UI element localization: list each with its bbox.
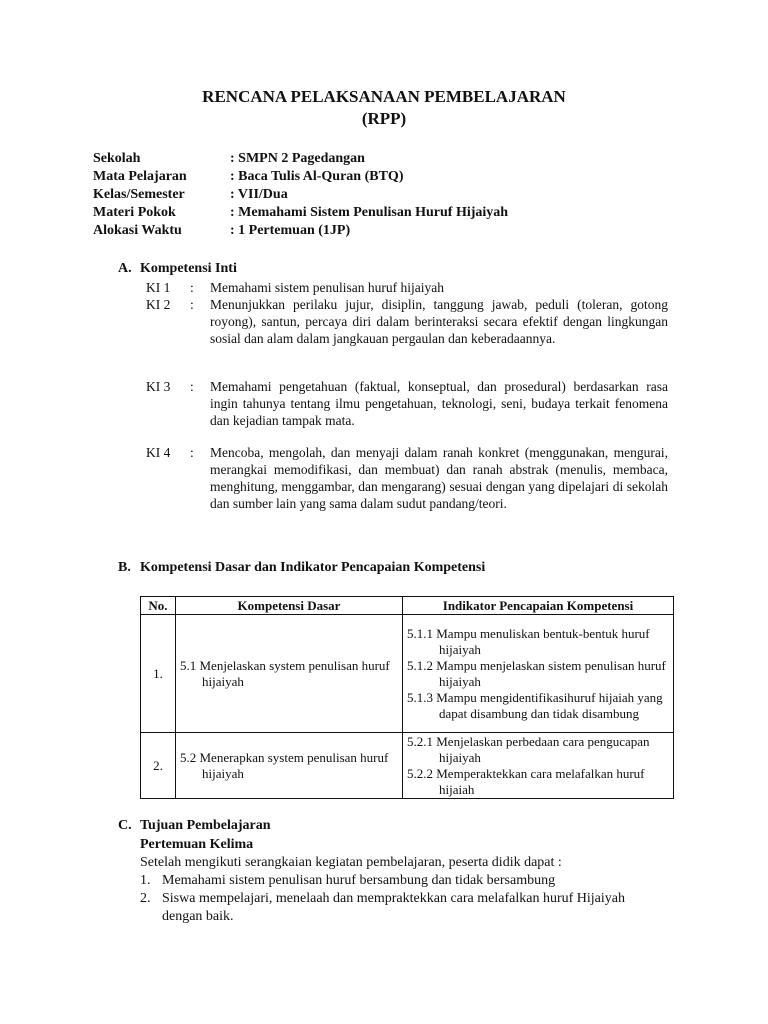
- row-number: 1.: [141, 615, 176, 733]
- ki-code: KI 2: [146, 297, 171, 312]
- info-label: Mata Pelajaran: [93, 169, 187, 184]
- info-value: : 1 Pertemuan (1JP): [230, 223, 351, 238]
- info-row-kelas-semester: [93, 186, 508, 204]
- info-value: : VII/Dua: [230, 187, 288, 202]
- competency-table: [140, 596, 674, 799]
- ki-colon: :: [190, 280, 194, 295]
- section-letter: B.: [118, 560, 131, 575]
- indikator-cell: [403, 733, 674, 799]
- kompetensi-dasar-cell: [176, 733, 403, 799]
- ki-text: Memahami sistem penulisan huruf hijaiyah: [210, 280, 444, 295]
- objective-number: 1.: [140, 873, 151, 888]
- ki-colon: :: [190, 379, 194, 394]
- info-label: Kelas/Semester: [93, 187, 185, 202]
- info-value: : SMPN 2 Pagedangan: [230, 151, 365, 166]
- header-kompetensi-dasar: Kompetensi Dasar: [176, 597, 403, 615]
- info-label: Alokasi Waktu: [93, 223, 182, 238]
- info-row-sekolah: [93, 150, 508, 168]
- indicator-item: 5.2.2 Memperaktekkan cara melafalkan huruf hijaiah: [407, 765, 645, 797]
- header-indikator: Indikator Pencapaian Kompetensi: [403, 597, 674, 615]
- indicator-item: 5.1.2 Mampu menjelaskan sistem penulisan huruf hijaiyah: [407, 657, 666, 689]
- identity-block: [93, 150, 508, 240]
- row-number: 2.: [141, 733, 176, 799]
- indikator-cell: [403, 615, 674, 733]
- objective-text: Memahami sistem penulisan huruf bersambung dan tidak bersambung: [162, 873, 556, 888]
- table-header-row: [141, 597, 674, 615]
- ki-text: Memahami pengetahuan (faktual, konseptual, dan prosedural) berdasarkan rasa ingin tahunya tentang ilmu pengetahuan, teknologi, seni, budaya terkait fenomena dan kejadian tampak mata.: [210, 379, 668, 428]
- ki-colon: :: [190, 445, 194, 460]
- objective-text: Siswa mempelajari, menelaah dan mempraktekkan cara melafalkan huruf Hijaiyah dengan baik.: [162, 891, 625, 924]
- document-subtitle: (RPP): [361, 109, 407, 128]
- info-value: : Memahami Sistem Penulisan Huruf Hijaiyah: [230, 205, 509, 220]
- ki-colon: :: [190, 297, 194, 312]
- kompetensi-dasar-text: 5.2 Menerapkan system penulisan huruf hijaiyah: [180, 749, 389, 781]
- info-row-alokasi-waktu: [93, 222, 508, 240]
- ki-code: KI 3: [146, 379, 171, 394]
- objectives-intro: Setelah mengikuti serangkaian kegiatan pembelajaran, peserta didik dapat :: [140, 855, 562, 870]
- ki-code: KI 4: [146, 445, 171, 460]
- ki-text: Menunjukkan perilaku jujur, disiplin, tanggung jawab, peduli (toleran, gotong royong), santun, percaya diri dalam berinteraksi secara efektif dengan lingkungan sosial dan alam dalam jangkauan pergaulan dan keberadaannya.: [210, 297, 668, 346]
- info-label: Materi Pokok: [93, 205, 176, 220]
- section-letter: C.: [118, 818, 132, 833]
- info-row-mata-pelajaran: [93, 168, 508, 186]
- info-label: Sekolah: [93, 151, 141, 166]
- section-title: Tujuan Pembelajaran: [140, 818, 271, 833]
- info-row-materi-pokok: [93, 204, 508, 222]
- objective-number: 2.: [140, 891, 151, 906]
- indicator-item: 5.1.3 Mampu mengidentifikasihuruf hijaiah yang dapat disambung dan tidak disambung: [407, 689, 663, 721]
- indicator-item: 5.1.1 Mampu menuliskan bentuk-bentuk huruf hijaiyah: [407, 625, 650, 657]
- kompetensi-dasar-cell: [176, 615, 403, 733]
- ki-text: Mencoba, mengolah, dan menyaji dalam ranah konkret (menggunakan, mengurai, merangkai memodifikasi, dan membuat) dan ranah abstrak (menulis, membaca, menghitung, menggambar, dan mengarang) sesuai dengan yang dipelajari di sekolah dan sumber lain yang sama dalam sudut pandang/teori.: [210, 445, 668, 511]
- info-value: : Baca Tulis Al-Quran (BTQ): [230, 169, 404, 184]
- table-row: [141, 615, 674, 733]
- ki-code: KI 1: [146, 280, 171, 295]
- section-title: Kompetensi Dasar dan Indikator Pencapaian Kompetensi: [140, 560, 486, 575]
- document-title: RENCANA PELAKSANAAN PEMBELAJARAN: [202, 87, 566, 106]
- header-no: No.: [141, 597, 176, 615]
- table-row: [141, 733, 674, 799]
- indicator-item: 5.2.1 Menjelaskan perbedaan cara pengucapan hijaiyah: [407, 733, 650, 765]
- kompetensi-dasar-text: 5.1 Menjelaskan system penulisan huruf hijaiyah: [180, 657, 390, 689]
- section-title: Kompetensi Inti: [140, 261, 237, 276]
- section-letter: A.: [118, 261, 132, 276]
- meeting-subtitle: Pertemuan Kelima: [140, 837, 254, 852]
